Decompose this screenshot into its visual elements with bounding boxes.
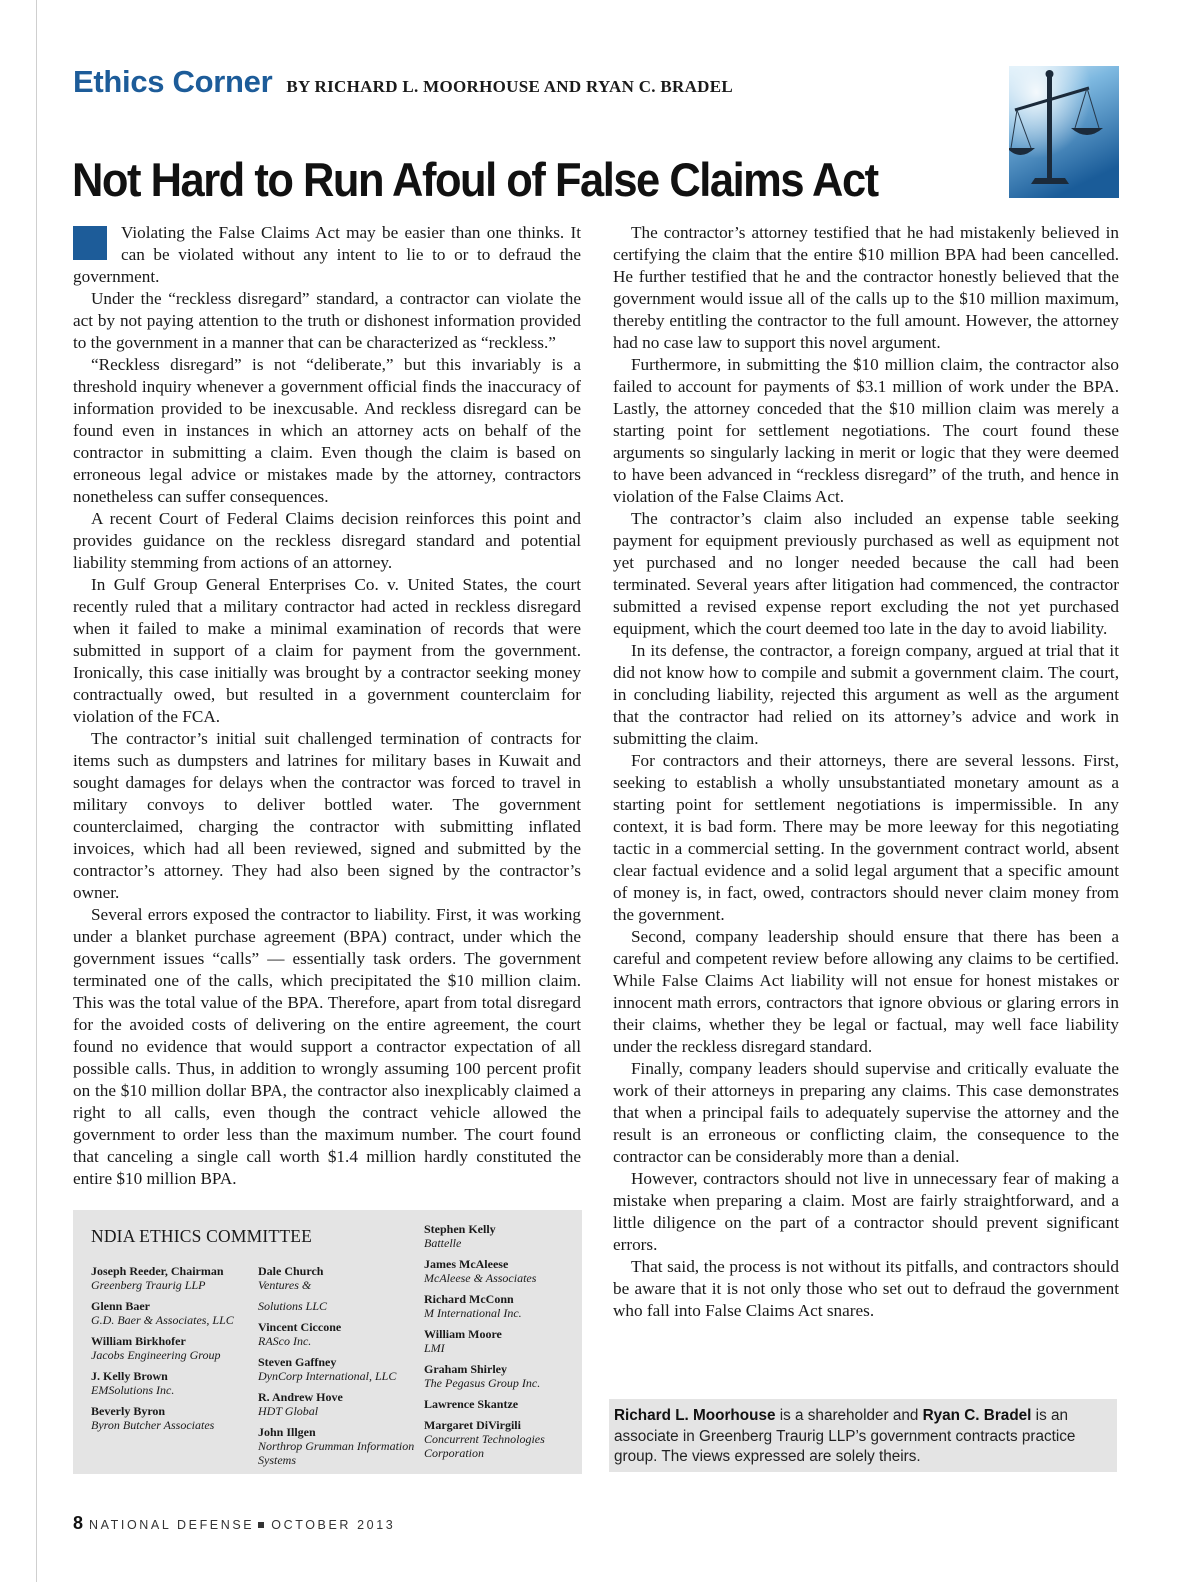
article-paragraph: However, contractors should not live in unnecessary fear of making a mistake when preparing a claim. Most are fairly straightforward, and a little diligence on the part of a contractor should prevent significant errors. <box>613 1169 1119 1254</box>
article-paragraph: For contractors and their attorneys, there are several lessons. First, seeking to establish a wholly unsubstantiated monetary amount as a starting point for settlement negotiations is impermissible. In any context, it is bad form. There may be more leeway for this negotiating tactic in a commercial setting. In the government contract world, absent clear factual evidence and a solid legal argument that a specific amount of money is, in fact, owed, contractors should never claim money from the government. <box>613 751 1119 924</box>
committee-member: John Illgen Northrop Grumman Information Systems <box>258 1425 415 1467</box>
ethics-committee-box <box>73 1210 582 1474</box>
separator-bullet <box>258 1522 264 1528</box>
article-paragraph: The contractor’s claim also included an expense table seeking payment for equipment previously purchased as well as equipment not yet purchased and no longer needed because the call had been terminated. Several years after litigation had commenced, the contractor submitted a revised expense report excluding the not yet purchased equipment, which the court deemed too late in the day to avoid liability. <box>613 509 1119 638</box>
article-paragraph: Several errors exposed the contractor to liability. First, it was working under a blanket purchase agreement (BPA) contract, under which the government issues “calls” — essentially task orders. The government terminated one of the calls, which precipitated the $10 million claim. This was the total value of the BPA. Therefore, apart from total disregard for the avoided costs of delivering on the entire agreement, the court found no evidence that would support a contractor expectation of all possible calls. Thus, in addition to wrongly assuming 100 percent profit on the $10 million dollar BPA, the contractor also inexplicably claimed a right to all calls, even though the contract vehicle allowed the government to order less than the maximum number. The court found that canceling a single call worth $1.4 million hardly constituted the entire $10 million BPA. <box>73 905 581 1188</box>
committee-member: Dale Church Ventures & Solutions LLC <box>258 1264 328 1313</box>
article-paragraph: Second, company leadership should ensure that there has been a careful and competent review before allowing any claims to be certified. While False Claims Act liability will not ensue for honest mistakes or innocent math errors, contractors that ignore obvious or glaring errors in their claims, whether they be legal or factual, may well face liability under the reckless disregard standard. <box>613 927 1119 1056</box>
article-paragraph: In its defense, the contractor, a foreign company, argued at trial that it did not know how to compile and submit a government claim. The court, in concluding liability, rejected this argument as well as the argument that the contractor had relied on its attorney’s advice and work in submitting the claim. <box>613 641 1119 748</box>
article-column-left <box>73 222 581 1190</box>
article-headline: Not Hard to Run Afoul of False Claims Act <box>72 153 878 206</box>
page-number: 8 <box>73 1513 84 1533</box>
publication-name: NATIONAL DEFENSE <box>89 1518 255 1532</box>
committee-member: Joseph Reeder, Chairman Greenberg Traurig LLP <box>91 1264 224 1292</box>
committee-member: William Moore LMI <box>424 1327 502 1355</box>
committee-column <box>258 1264 418 1474</box>
author-bio: Richard L. Moorhouse is a shareholder and Ryan C. Bradel is an associate in Greenberg Traurig LLP’s government contracts practice group. The views expressed are solely theirs. <box>614 1407 1076 1465</box>
byline: BY RICHARD L. MOORHOUSE AND RYAN C. BRADEL <box>286 77 734 96</box>
article-paragraph: Furthermore, in submitting the $10 million claim, the contractor also failed to account for payments of $3.1 million of work under the BPA. Lastly, the attorney conceded that the $10 million claim was merely a starting point for settlement negotiations. The court found these arguments so singularly lacking in merit or logic that they were deemed to have been advanced in “reckless disregard” of the truth, and hence in violation of the False Claims Act. <box>613 355 1119 506</box>
section-name: Ethics Corner <box>73 64 273 99</box>
author-bio-box <box>609 1399 1117 1472</box>
committee-member: Glenn Baer G.D. Baer & Associates, LLC <box>91 1299 234 1327</box>
committee-member: Lawrence Skantze <box>424 1397 519 1411</box>
author-name: Ryan C. Bradel <box>922 1407 1032 1424</box>
committee-member: Beverly Byron Byron Butcher Associates <box>91 1404 215 1432</box>
article-column-right <box>613 222 1119 1322</box>
drop-cap-square <box>73 226 107 260</box>
committee-member: James McAleese McAleese & Associates <box>424 1257 537 1285</box>
page-footer <box>73 1513 395 1534</box>
article-paragraph: A recent Court of Federal Claims decision reinforces this point and provides guidance on the reckless disregard standard and potential liability stemming from actions of an attorney. <box>73 509 581 572</box>
committee-column <box>91 1264 251 1439</box>
committee-title: NDIA ETHICS COMMITTEE <box>91 1226 312 1246</box>
article-paragraph: Violating the False Claims Act may be easier than one thinks. It can be violated without any intent to lie to or to defraud the government. <box>73 223 581 286</box>
author-name: Richard L. Moorhouse <box>614 1407 776 1424</box>
article-paragraph: “Reckless disregard” is not “deliberate,” but this invariably is a threshold inquiry whenever a government official finds the inaccuracy of information provided to be inexcusable. And reckless disregard can be found even in instances in which an attorney acts on behalf of the contractor in submitting a claim. Even though the claim is based on erroneous legal advice or mistakes made by the attorney, contractors nonetheless can suffer consequences. <box>73 355 581 506</box>
committee-member: R. Andrew Hove HDT Global <box>258 1390 343 1418</box>
article-paragraph: Finally, company leaders should supervise and critically evaluate the work of their attorneys in preparing any claims. This case demonstrates that when a principal fails to adequately supervise the attorney and the result is an erroneous or conflicting claim, the consequence to the contractor can be considerably more than a denial. <box>613 1059 1119 1166</box>
article-paragraph: The contractor’s initial suit challenged termination of contracts for items such as dumpsters and latrines for military bases in Kuwait and sought damages for delays when the contractor was forced to travel in military convoys to deliver bottled water. The government counterclaimed, charging the contractor with submitting inflated invoices, which had all been reviewed, signed and submitted by the contractor’s attorney. They had also been signed by the contractor’s owner. <box>73 729 581 902</box>
committee-member: J. Kelly Brown EMSolutions Inc. <box>91 1369 175 1397</box>
page-margin-rule <box>36 0 37 1582</box>
committee-member: Stephen Kelly Battelle <box>424 1222 496 1250</box>
committee-member: William Birkhofer Jacobs Engineering Group <box>91 1334 221 1362</box>
article-paragraph: Under the “reckless disregard” standard, a contractor can violate the act by not paying attention to the truth or dishonest information provided to the government in a manner that can be characterized as “reckless.” <box>73 289 581 352</box>
committee-column <box>424 1222 574 1467</box>
committee-member: Richard McConn M International Inc. <box>424 1292 522 1320</box>
article-header <box>73 64 733 100</box>
article-paragraph: The contractor’s attorney testified that he had mistakenly believed in certifying the claim that the entire $10 million BPA had been cancelled. He further testified that he and the contractor honestly believed that the government would issue all of the calls up to the $10 million maximum, thereby entitling the contractor to the full amount. However, the attorney had no case law to support this novel argument. <box>613 223 1119 352</box>
issue-date: OCTOBER 2013 <box>271 1518 396 1532</box>
article-paragraph: In Gulf Group General Enterprises Co. v. United States, the court recently ruled that a military contractor had acted in reckless disregard when it failed to make a minimal examination of records that were submitted in support of a claim for payment from the government. Ironically, this case initially was brought by a contractor seeking money contractually owed, but resulted in a government counterclaim for violation of the FCA. <box>73 575 581 726</box>
committee-member: Steven Gaffney DynCorp International, LLC <box>258 1355 397 1383</box>
committee-member: Margaret DiVirgili Concurrent Technologies Corporation <box>424 1418 545 1460</box>
committee-member: Graham Shirley The Pegasus Group Inc. <box>424 1362 541 1390</box>
article-paragraph: That said, the process is not without its pitfalls, and contractors should be aware that it is not only those who set out to defraud the government who fall into False Claims Act snares. <box>613 1257 1119 1320</box>
committee-member: Vincent Ciccone RASco Inc. <box>258 1320 342 1348</box>
scales-of-justice-icon <box>1009 66 1119 198</box>
